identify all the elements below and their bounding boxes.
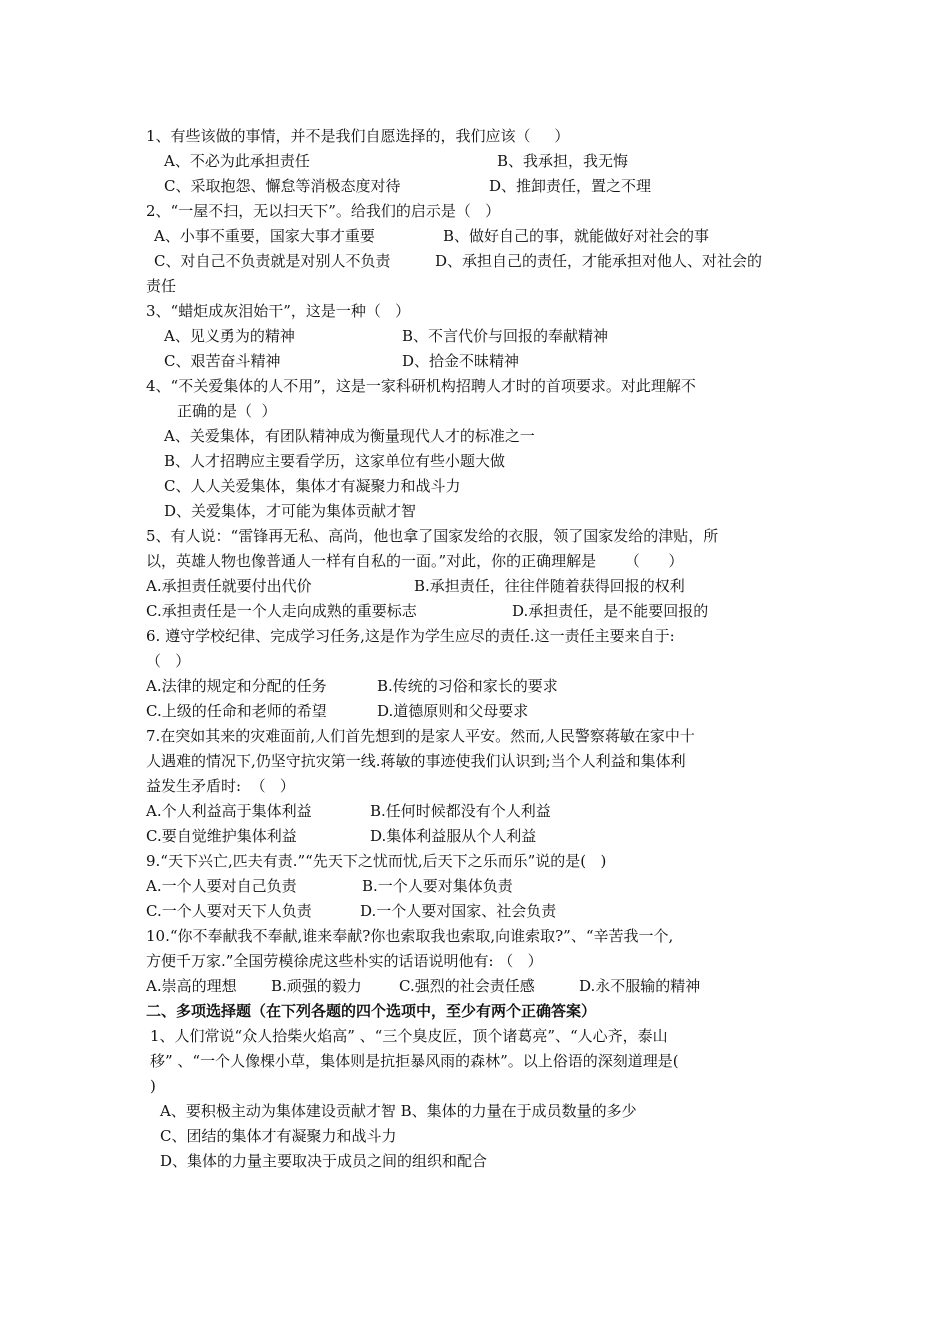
question-5-cont: 以，英雄人物也像普通人一样有自私的一面。”对此，你的正确理解是 （ ） [146, 552, 684, 570]
question-10: 10.“你不奉献我不奉献,谁来奉献?你也索取我也索取,向谁索取?”、“辛苦我一个, [146, 927, 674, 945]
q4-option-a: A、关爱集体，有团队精神成为衡量现代人才的标准之一 [164, 427, 535, 445]
q3-option-a: A、见义勇为的精神 [164, 327, 295, 345]
question-4-cont: 正确的是（ ） [177, 402, 277, 420]
question-6-cont: （ ） [146, 652, 191, 670]
q7-option-d: D.集体利益服从个人利益 [370, 827, 537, 845]
q1-option-a: A、不必为此承担责任 [164, 152, 310, 170]
q9-option-a: A.一个人要对自己负责 [146, 877, 297, 895]
question-7-cont-1: 人遇难的情况下,仍坚守抗灾第一线.蒋敏的事迹使我们认识到;当个人利益和集体利 [146, 752, 686, 770]
q5-option-a: A.承担责任就要付出代价 [146, 577, 312, 595]
q9-option-b: B.一个人要对集体负责 [362, 877, 513, 895]
q10-option-b: B.顽强的毅力 [271, 977, 362, 995]
question-10-cont: 方便千万家.”全国劳模徐虎这些朴实的话语说明他有: （ ） [146, 952, 543, 970]
question-7: 7.在突如其来的灾难面前,人们首先想到的是家人平安。然而,人民警察蒋敏在家中十 [146, 727, 695, 745]
q5-option-b: B.承担责任，往往伴随着获得回报的权利 [414, 577, 685, 595]
q2-option-b: B、做好自己的事，就能做好对社会的事 [443, 227, 710, 245]
q1-option-c: C、采取抱怨、懈怠等消极态度对待 [164, 177, 401, 195]
question-6: 6. 遵守学校纪律、完成学习任务,这是作为学生应尽的责任.这一责任主要来自于: [146, 627, 675, 645]
q2-option-d-cont: 责任 [146, 277, 177, 295]
q4-option-b: B、人才招聘应主要看学历，这家单位有些小题大做 [164, 452, 506, 470]
q10-option-d: D.永不服输的精神 [579, 977, 701, 995]
mc-q1-option-d: D、集体的力量主要取决于成员之间的组织和配合 [160, 1152, 488, 1170]
section-heading-multiple-choice: 二、多项选择题（在下列各题的四个选项中，至少有两个正确答案） [146, 1002, 597, 1020]
question-5: 5、有人说：“雷锋再无私、高尚，他也拿了国家发给的衣服，领了国家发给的津贴，所 [146, 527, 719, 545]
q10-option-c: C.强烈的社会责任感 [399, 977, 535, 995]
question-9: 9.“天下兴亡,匹夫有责.”“先天下之忧而忧,后天下之乐而乐”说的是( ) [146, 852, 607, 870]
question-7-cont-2: 益发生矛盾时: （ ） [146, 777, 295, 795]
q6-option-d: D.道德原则和父母要求 [377, 702, 529, 720]
q3-option-b: B、不言代价与回报的奉献精神 [402, 327, 609, 345]
mc-question-1-cont: 移” 、“一个人像棵小草，集体则是抗拒暴风雨的森林”。以上俗语的深刻道理是( [150, 1052, 679, 1070]
q3-option-c: C、艰苦奋斗精神 [164, 352, 281, 370]
mc-question-1: 1、人们常说“众人拾柴火焰高” 、“三个臭皮匠，顶个诸葛亮”、“人心齐，泰山 [150, 1027, 668, 1045]
q5-option-d: D.承担责任，是不能要回报的 [512, 602, 709, 620]
q4-option-c: C、人人关爱集体，集体才有凝聚力和战斗力 [164, 477, 461, 495]
q6-option-c: C.上级的任命和老师的希望 [146, 702, 327, 720]
q7-option-a: A.个人利益高于集体利益 [146, 802, 312, 820]
q2-option-c: C、对自己不负责就是对别人不负责 [154, 252, 391, 270]
q1-option-b: B、我承担，我无悔 [497, 152, 629, 170]
q4-option-d: D、关爱集体，才可能为集体贡献才智 [164, 502, 417, 520]
q6-option-b: B.传统的习俗和家长的要求 [377, 677, 558, 695]
q10-option-a: A.崇高的理想 [146, 977, 237, 995]
q2-option-a: A、小事不重要，国家大事才重要 [154, 227, 375, 245]
q7-option-c: C.要自觉维护集体利益 [146, 827, 297, 845]
q1-option-d: D、推卸责任，置之不理 [489, 177, 652, 195]
question-1: 1、有些该做的事情，并不是我们自愿选择的，我们应该（ ） [146, 127, 570, 145]
q9-option-c: C.一个人要对天下人负责 [146, 902, 312, 920]
q6-option-a: A.法律的规定和分配的任务 [146, 677, 327, 695]
q9-option-d: D.一个人要对国家、社会负责 [360, 902, 557, 920]
q5-option-c: C.承担责任是一个人走向成熟的重要标志 [146, 602, 417, 620]
question-2: 2、“一屋不扫，无以扫天下”。给我们的启示是（ ） [146, 202, 501, 220]
question-4: 4、“不关爱集体的人不用”，这是一家科研机构招聘人才时的首项要求。对此理解不 [146, 377, 696, 395]
q3-option-d: D、拾金不昧精神 [402, 352, 520, 370]
question-3: 3、“蜡炬成灰泪始干”，这是一种（ ） [146, 302, 411, 320]
mc-question-1-cont-2: ) [150, 1077, 156, 1095]
mc-q1-option-ab: A、要积极主动为集体建设贡献才智 B、集体的力量在于成员数量的多少 [160, 1102, 637, 1120]
q2-option-d: D、承担自己的责任，才能承担对他人、对社会的 [435, 252, 763, 270]
q7-option-b: B.任何时候都没有个人利益 [370, 802, 551, 820]
mc-q1-option-c: C、团结的集体才有凝聚力和战斗力 [160, 1127, 397, 1145]
